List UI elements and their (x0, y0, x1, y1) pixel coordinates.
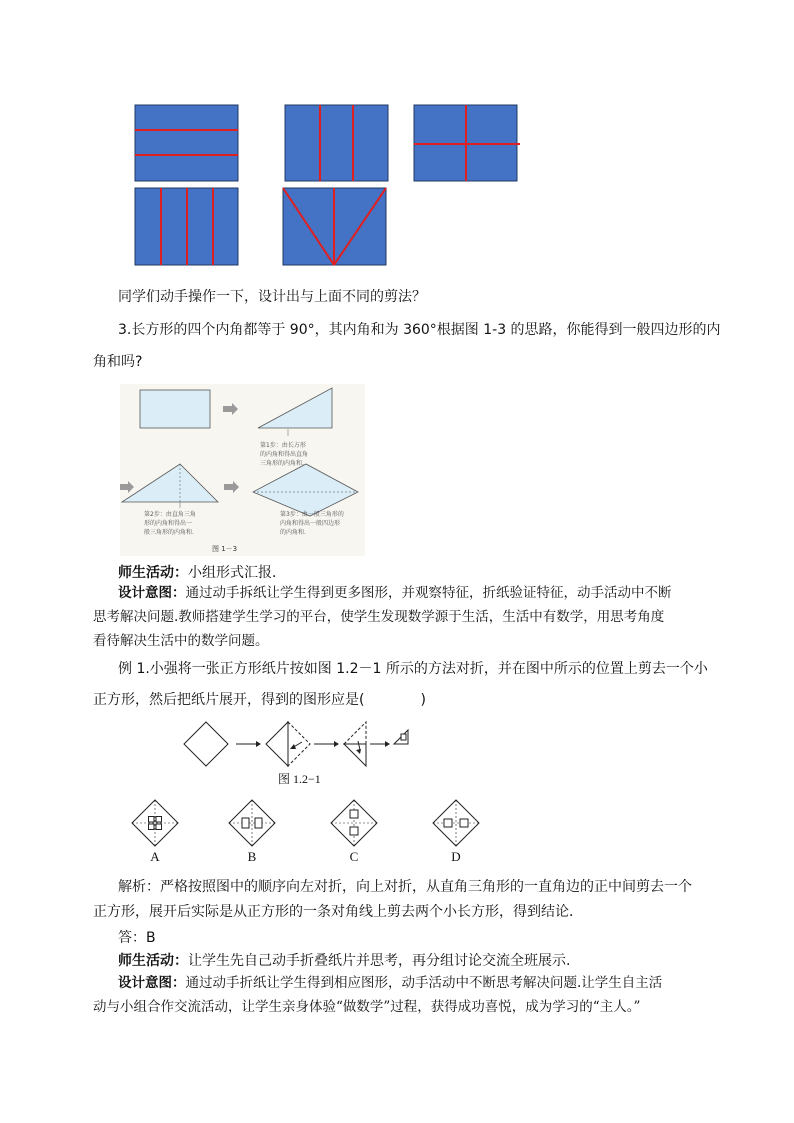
step1-line3: 三角形的内角和. (260, 460, 304, 467)
figure-1-3-caption: 图 1－3 (212, 545, 238, 553)
option-b-label: B (247, 849, 257, 864)
arrow-right-icon (223, 403, 238, 415)
design-intent-1-line2: 思考解决问题.教师搭建学生学习的平台，使学生发现数学源于生活，生活中有数学，用思考角度 (93, 609, 665, 625)
activity-label: 师生活动： (118, 953, 188, 969)
option-a-label: A (150, 849, 160, 864)
design-text: 通过动手拆纸让学生得到更多图形，并观察特征，折纸验证特征，动手活动中不断 (185, 585, 672, 601)
figure-1-3 (120, 384, 365, 556)
arrow-right-icon (334, 741, 339, 747)
quarter-fold-shape (344, 744, 366, 766)
option-c-label: C (349, 849, 359, 864)
question-3-line1: 3.长方形的四个内角都等于 90°，其内角和为 360°根据图 1-3 的思路，你能得到一般四边形的内 (118, 322, 721, 338)
activity-label: 师生活动： (118, 565, 188, 581)
activity-text: 让学生先自己动手折叠纸片并思考，再分组讨论交流全班展示. (188, 953, 571, 969)
arrow-right-icon (256, 741, 261, 747)
step3-line2: 内角和得出一般四边形 (280, 520, 341, 527)
design-label: 设计意图： (118, 975, 186, 991)
arrow-right-icon (224, 481, 239, 493)
panel-two-horizontal-cuts (135, 105, 238, 181)
option-c-shape (331, 800, 377, 846)
question-3-line2: 角和吗? (93, 354, 143, 370)
panel-three-vertical-cuts (135, 188, 238, 265)
rectangle-cuts-figure (130, 100, 530, 270)
option-d-shape (433, 800, 479, 846)
right-triangle-shape (258, 388, 332, 428)
design-text: 通过动手折纸让学生得到相应图形，动手活动中不断思考解决问题.让学生自主活 (185, 975, 663, 991)
activity-text: 小组形式汇报． (188, 565, 286, 581)
step2-line2: 形的内角和得出一 (144, 520, 193, 527)
question-different-cuts: 同学们动手操作一下，设计出与上面不同的剪法？ (118, 289, 426, 305)
option-d-label: D (451, 849, 461, 864)
answer-text: 答：B (118, 930, 156, 946)
design-label: 设计意图： (118, 585, 186, 601)
quadrilateral-shape (253, 464, 358, 516)
arrow-right-icon (120, 481, 134, 493)
design-intent-2-line2: 动与小组合作交流活动，让学生亲身体验“做数学”过程，获得成功喜悦，成为学习的“主人。” (93, 999, 641, 1015)
step1-line1: 第1步：由长方形 (260, 442, 306, 449)
analysis-line2: 正方形，展开后实际是从正方形的一条对角线上剪去两个小长方形，得到结论． (93, 904, 583, 920)
panel-cross-cut (414, 105, 520, 181)
panel-fan-cuts (283, 188, 386, 265)
step3-line3: 的内角和. (280, 529, 306, 536)
design-intent-2-line1 (118, 973, 708, 993)
figure-1-2-1-caption: 图 1.2−1 (278, 772, 321, 786)
design-intent-1-line3: 看待解决生活中的数学问题。 (93, 633, 269, 649)
analysis-line1: 解析：严格按照图中的顺序向左对折，向上对折，从直角三角形的一直角边的正中间剪去一个 (118, 879, 692, 895)
rectangle-shape (140, 390, 210, 428)
activity-2 (118, 951, 708, 971)
step1-line2: 的内角和得出直角 (260, 451, 309, 458)
half-fold-shape (266, 722, 288, 766)
example-1-line1: 例 1.小强将一张正方形纸片按如图 1.2－1 所示的方法对折，并在图中所示的位置上剪去一个小 (118, 661, 708, 677)
step3-line1: 第3步：由一般三角形的 (280, 511, 344, 518)
design-intent-1-line1 (118, 583, 708, 603)
arrow-right-icon (385, 741, 390, 747)
example-1-line2: 正方形，然后把纸片展开，得到的图形应是( ) (93, 692, 426, 708)
panel-two-vertical-cuts (285, 105, 388, 181)
triangle-shape (122, 464, 218, 502)
step2-line3: 般三角形的内角和. (144, 529, 194, 536)
step2-line1: 第2步：由直角三角 (144, 511, 196, 518)
square-paper-shape (184, 722, 228, 766)
activity-1 (118, 563, 708, 583)
option-a-shape (132, 800, 178, 846)
option-b-shape (229, 800, 275, 846)
answer-options-figure (130, 798, 490, 848)
